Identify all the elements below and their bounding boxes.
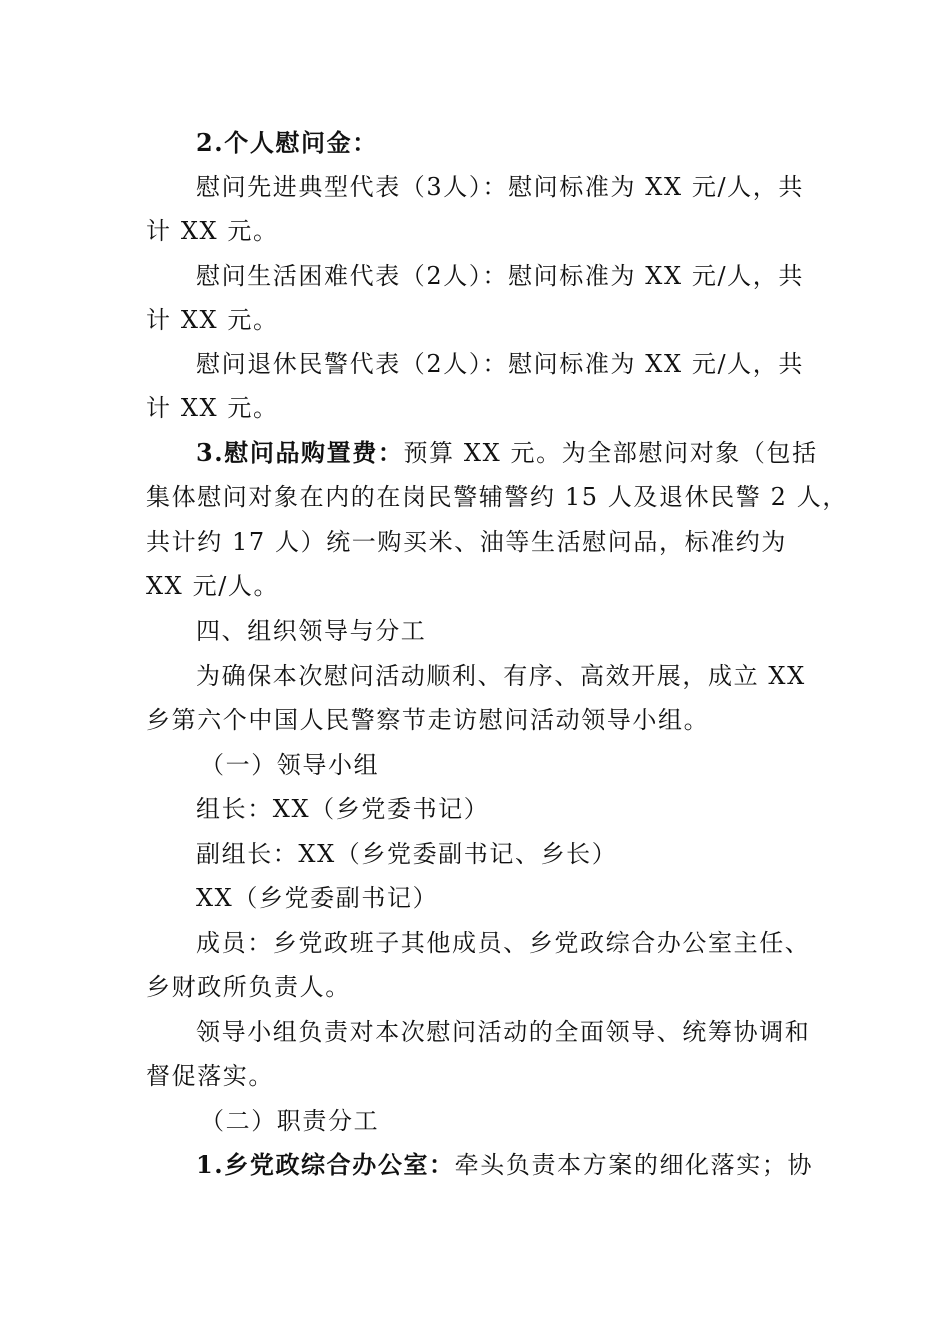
paragraph-line: 乡第六个中国人民警察节走访慰问活动领导小组。 — [146, 706, 710, 734]
paragraph-line: 慰问先进典型代表（3人）：慰问标准为 XX 元/人，共 — [196, 173, 804, 201]
paragraph-line — [196, 436, 818, 470]
paragraph-line: 集体慰问对象在内的在岗民警辅警约 15 人及退休民警 2 人， — [146, 483, 848, 511]
paragraph-line: 慰问退休民警代表（2人）：慰问标准为 XX 元/人，共 — [196, 350, 804, 378]
office-title: 1.乡党政综合办公室： — [196, 1150, 455, 1179]
paragraph-line: 领导小组负责对本次慰问活动的全面领导、统筹协调和 — [196, 1018, 811, 1046]
paragraph-line: 为确保本次慰问活动顺利、有序、高效开展，成立 XX — [196, 662, 806, 690]
deputy-leader-line: 副组长：XX（乡党委副书记、乡长） — [196, 840, 618, 868]
deputy-leader-line: XX（乡党委副书记） — [196, 884, 439, 912]
chapter-title: 四、组织领导与分工 — [196, 617, 427, 645]
subsection-title-duties: （二）职责分工 — [200, 1107, 380, 1135]
paragraph-line: XX 元/人。 — [146, 572, 280, 600]
paragraph-line: 督促落实。 — [146, 1062, 274, 1090]
section-title-personal-allowance: 2.个人慰问金： — [196, 128, 378, 157]
members-line: 成员：乡党政班子其他成员、乡党政综合办公室主任、 — [196, 929, 811, 957]
paragraph-line: 慰问生活困难代表（2人）：慰问标准为 XX 元/人，共 — [196, 262, 804, 290]
paragraph-line — [196, 1148, 813, 1182]
paragraph-line: 计 XX 元。 — [146, 306, 279, 334]
paragraph-line: 共计约 17 人）统一购买米、油等生活慰问品，标准约为 — [146, 528, 787, 556]
paragraph-line: 计 XX 元。 — [146, 217, 279, 245]
members-line: 乡财政所负责人。 — [146, 973, 351, 1001]
subsection-title-leading-group: （一）领导小组 — [200, 751, 380, 779]
section-title-gift-cost: 3.慰问品购置费： — [196, 438, 404, 467]
paragraph-text: 牵头负责本方案的细化落实；协 — [454, 1151, 814, 1179]
paragraph-line: 计 XX 元。 — [146, 394, 279, 422]
leader-line: 组长：XX（乡党委书记） — [196, 795, 490, 823]
paragraph-text: 预算 XX 元。为全部慰问对象（包括 — [403, 439, 818, 467]
